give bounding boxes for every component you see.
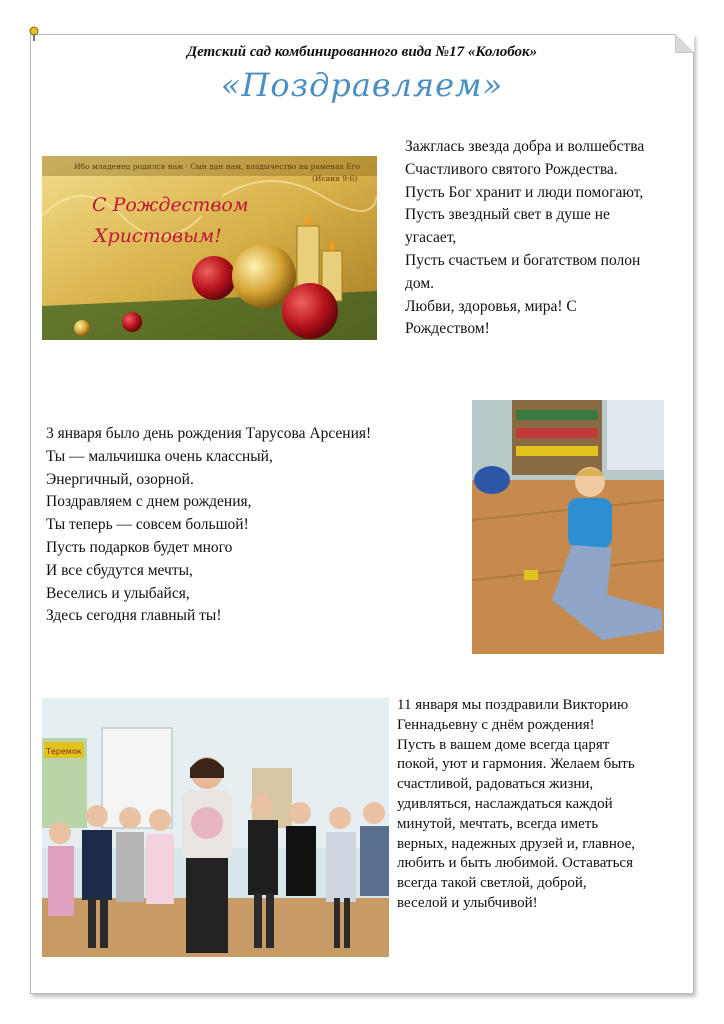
congratulations-banner: «Поздравляем» bbox=[220, 66, 504, 104]
christmas-poem: Зажглась звезда добра и волшебства Счастливого святого Рождества. Пусть Бог хранит и люди помогают, Пусть звездный свет в душе не угасает, Пусть счастьем и богатством полон дом. Любви, здоровья, мира! С Рождеством! bbox=[405, 138, 645, 338]
birthday-boy-photo bbox=[472, 400, 664, 654]
card-ref: (Исаия 9:6) bbox=[312, 174, 358, 183]
card-greeting-line2: Христовым! bbox=[94, 225, 222, 247]
pin-icon bbox=[28, 26, 40, 42]
teremok-sign: Теремок bbox=[46, 747, 82, 756]
teacher-birthday-photo bbox=[42, 698, 389, 957]
christmas-card-image bbox=[42, 156, 377, 340]
teacher-birthday-text: 11 января мы поздравили Викторию Геннадьевну с днём рождения! Пусть в вашем доме всегда царят покой, уют и гармония. Желаем быть счастливой, радоваться жизни, удивляться, наслаждаться каждой минутой, мечтать, всегда иметь верных, надежных друзей и, главное, любить и быть любимой. Оставаться всегда такой светлой, доброй, веселой и улыбчивой! bbox=[397, 697, 636, 911]
kindergarten-title: Детский сад комбинированного вида №17 «Колобок» bbox=[186, 44, 538, 60]
card-top-text: Ибо младенец родился нам · Сын дан нам, владычество на раменах Его bbox=[74, 162, 361, 171]
card-greeting-line1: С Рождеством bbox=[92, 194, 249, 216]
birthday-boy-poem: 3 января было день рождения Тарусова Арсения! Ты — мальчишка очень классный, Энергичный, озорной. Поздравляем с днем рождения, Ты теперь — совсем большой! Пусть подарков будет много И все сбудутся мечты, Веселись и улыбайся, Здесь сегодня главный ты! bbox=[46, 425, 372, 625]
